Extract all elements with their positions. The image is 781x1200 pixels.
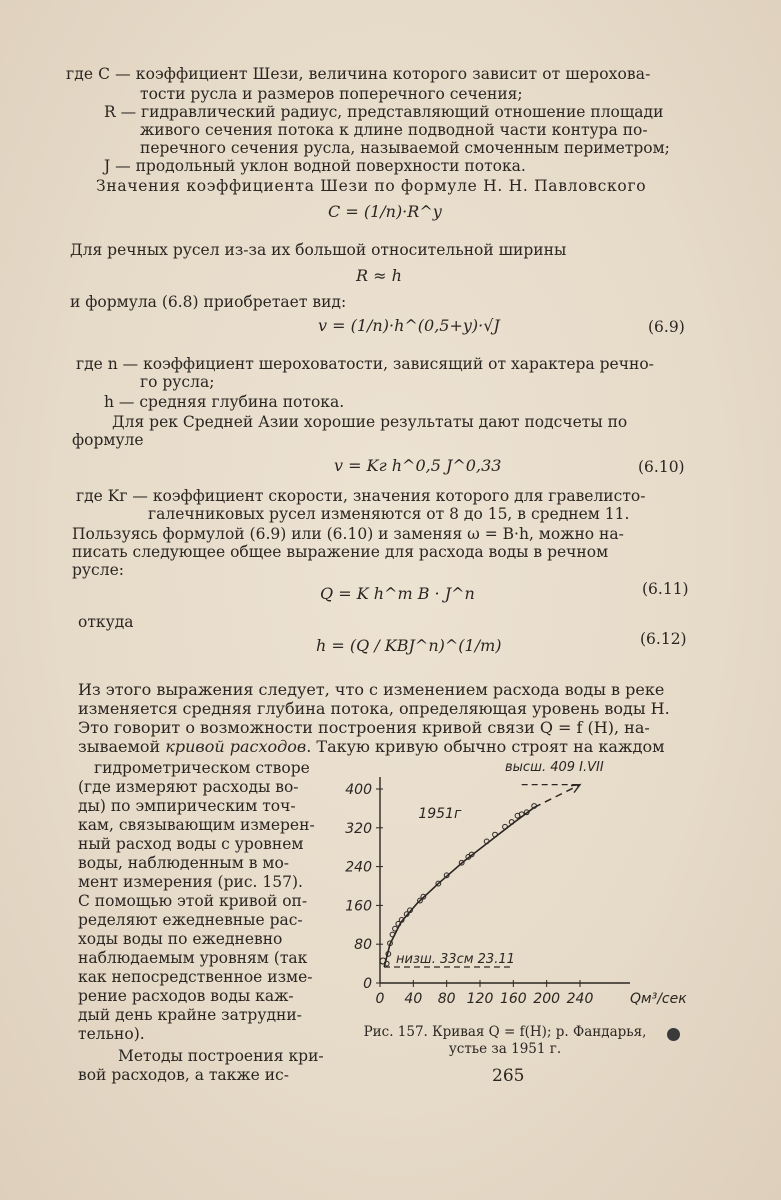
equation-number: (6.10) xyxy=(638,458,685,476)
text-line: мент измерения (рис. 157). xyxy=(78,873,303,891)
text-line: Это говорит о возможности построения кривой связи Q = f (H), на- xyxy=(78,718,650,737)
formula-chezy: C = (1/n)·R^y xyxy=(328,202,442,221)
x-tick-label: 160 xyxy=(499,991,527,1007)
text-line: тости русла и размеров поперечного сечения; xyxy=(140,85,523,103)
x-tick-label: 120 xyxy=(466,991,494,1007)
text-line: вой расходов, а также ис- xyxy=(78,1066,289,1084)
y-tick-label: 400 xyxy=(345,782,372,798)
x-tick-label: 240 xyxy=(566,991,594,1007)
ink-dot xyxy=(667,1028,680,1041)
y-tick-label: 240 xyxy=(345,859,372,876)
y-tick-label: 80 xyxy=(354,937,372,954)
text-line: Для речных русел из-за их большой относительной ширины xyxy=(70,241,567,259)
year-label: 1951г xyxy=(418,806,462,823)
chart-curve xyxy=(384,785,580,967)
formula-6-10: v = Kг h^0,5 J^0,33 xyxy=(334,456,502,475)
equation-number: (6.12) xyxy=(640,630,687,648)
y-tick-label: 0 xyxy=(363,976,372,992)
x-tick-label: 200 xyxy=(533,991,561,1007)
text-line: гидрометрическом створе xyxy=(94,759,310,777)
text-line: ходы воды по ежедневно xyxy=(78,930,283,948)
text-line: Методы построения кри- xyxy=(118,1047,324,1065)
x-tick-label: 0 xyxy=(375,991,385,1007)
text-line: тельно). xyxy=(78,1025,145,1043)
x-tick-label: 40 xyxy=(404,991,423,1007)
text-line: Пользуясь формулой (6.9) или (6.10) и заменяя ω = B·h, можно на- xyxy=(72,525,624,543)
text-line: живого сечения потока к длине подводной части контура по- xyxy=(140,121,648,139)
formula-6-12: h = (Q / KBJ^n)^(1/m) xyxy=(316,636,502,655)
text-line: и формула (6.8) приобретает вид: xyxy=(70,293,347,311)
text-line: С помощью этой кривой оп- xyxy=(78,892,308,910)
y-tick-label: 320 xyxy=(345,820,372,837)
text-line: ды) по эмпирическим точ- xyxy=(78,797,296,815)
text-line: h — средняя глубина потока. xyxy=(104,393,345,411)
text-line: воды, наблюденным в мо- xyxy=(78,854,290,872)
caption-line: устье за 1951 г. xyxy=(448,1041,562,1057)
text-line: ный расход воды с уровнем xyxy=(78,835,304,853)
formula-6-9: v = (1/n)·h^(0,5+y)·√J xyxy=(318,316,500,335)
rating-curve-chart xyxy=(330,755,730,1015)
equation-number: (6.11) xyxy=(642,580,689,598)
text-span: зываемой xyxy=(78,737,166,756)
x-axis-unit: Qм³/сек xyxy=(630,991,687,1007)
text-line: где n — коэффициент шероховатости, зависящий от характера речно- xyxy=(76,355,654,373)
text-line: русле: xyxy=(72,561,124,579)
text-line: R — гидравлический радиус, представляющий отношение площади xyxy=(104,103,664,121)
x-tick-label: 80 xyxy=(437,991,456,1007)
text-line: дый день крайне затрудни- xyxy=(78,1006,302,1024)
text-line: наблюдаемым уровням (так xyxy=(78,949,308,967)
chart-points xyxy=(380,804,537,966)
text-line: Значения коэффициента Шези по формуле Н. Н. Павловского xyxy=(96,177,647,195)
text-line: кам, связывающим измерен- xyxy=(78,816,315,834)
chart-ticks xyxy=(345,782,593,1007)
text-line: ределяют ежедневные рас- xyxy=(78,911,303,929)
low-level-label: низш. 33см 23.11 xyxy=(396,951,515,967)
text-line: Из этого выражения следует, что с изменением расхода воды в реке xyxy=(78,680,665,699)
text-line: изменяется средняя глубина потока, определяющая уровень воды H. xyxy=(78,699,670,718)
rating-curve-line xyxy=(384,807,534,967)
formula-r-approx-h: R ≈ h xyxy=(356,266,402,285)
text-line: J — продольный уклон водной поверхности потока. xyxy=(104,157,526,175)
extrapolation-line xyxy=(534,785,580,808)
text-span: . Такую кривую обычно строят на каждом xyxy=(306,737,665,756)
figure-caption xyxy=(340,1024,670,1058)
y-tick-label: 160 xyxy=(345,898,372,915)
text-line: как непосредственное изме- xyxy=(78,968,313,986)
text-line: галечниковых русел изменяются от 8 до 15, в среднем 11. xyxy=(148,505,630,523)
data-point xyxy=(393,926,398,931)
text-line: где C — коэффициент Шези, величина которого зависит от шерохова- xyxy=(66,65,651,83)
text-line xyxy=(78,737,665,757)
text-line: го русла; xyxy=(140,373,215,391)
page-number: 265 xyxy=(492,1066,525,1086)
caption-line: Рис. 157. Кривая Q = f(H); р. Фандарья, xyxy=(363,1024,647,1040)
text-line: Для рек Средней Азии хорошие результаты дают подсчеты по xyxy=(112,413,628,431)
text-line: писать следующее общее выражение для расхода воды в речном xyxy=(72,543,609,561)
text-line: где Kг — коэффициент скорости, значения которого для гравелисто- xyxy=(76,487,646,505)
high-level-label: высш. 409 I.VII xyxy=(505,760,604,775)
equation-number: (6.9) xyxy=(648,318,685,336)
text-line: перечного сечения русла, называемой смоченным периметром; xyxy=(140,139,670,157)
text-line: рение расходов воды каж- xyxy=(78,987,294,1005)
text-line: откуда xyxy=(78,613,134,631)
formula-6-11: Q = K h^m B · J^n xyxy=(320,584,475,603)
text-line: (где измеряют расходы во- xyxy=(78,778,299,796)
term-rating-curve: кривой расходов xyxy=(165,737,307,756)
text-line: формуле xyxy=(72,431,144,449)
